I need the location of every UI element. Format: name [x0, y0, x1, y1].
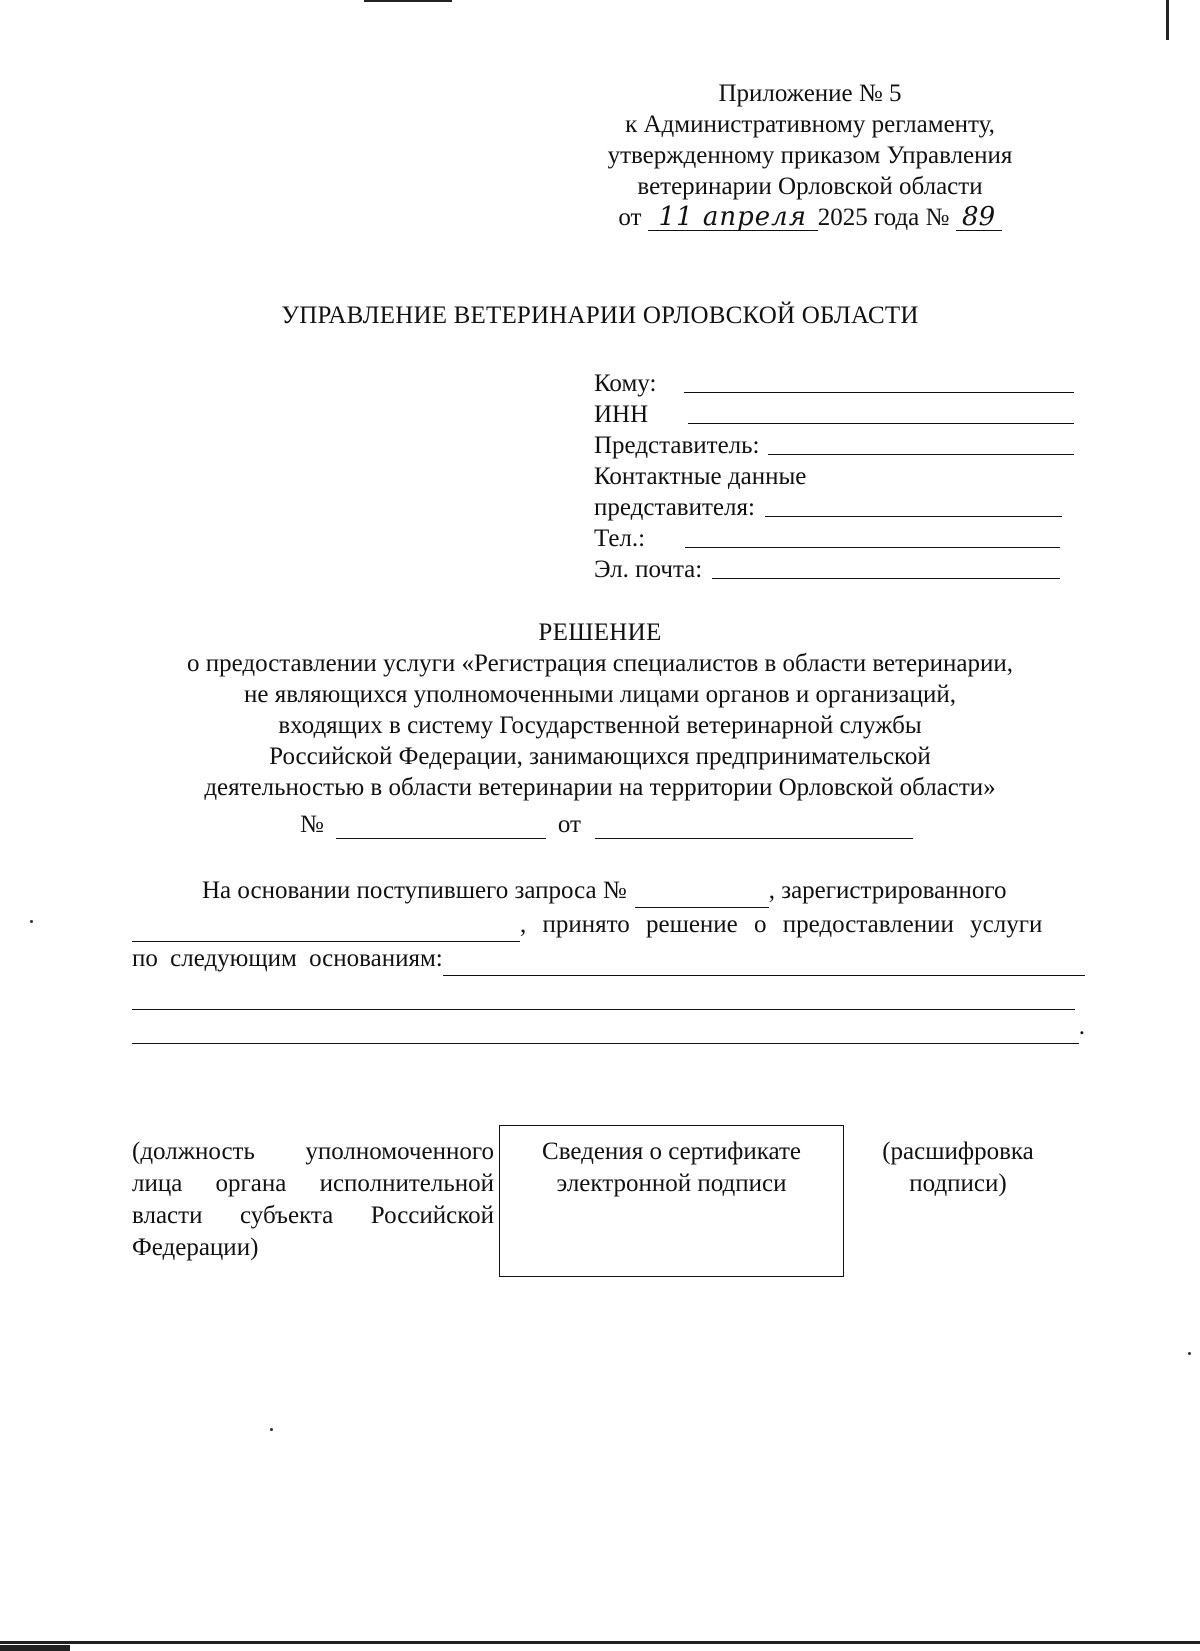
signatory-line-4: Федерации) [132, 1234, 259, 1261]
scan-artifact-corner [1166, 0, 1169, 40]
signatory-line-3: власти субъекта Российской [132, 1202, 494, 1229]
handwritten-number: 89 [956, 204, 1002, 231]
scan-artifact-bottom-left [0, 1645, 70, 1651]
appendix-line-1: Приложение № 5 [718, 80, 902, 107]
appendix-year-label: 2025 года № [817, 204, 950, 231]
decision-line-5: деятельностью в области ветеринарии на территории Орловской области» [204, 774, 996, 801]
e-signature-certificate-box [499, 1125, 844, 1277]
body-line-4 [132, 976, 1085, 1010]
scan-artifact-top [364, 0, 452, 2]
phone-field[interactable] [685, 547, 1060, 548]
email-field[interactable] [712, 578, 1060, 579]
body-end-period: . [1078, 1013, 1085, 1040]
recipient-contact-row-2 [594, 492, 1074, 523]
recipient-representative-row [594, 430, 1074, 461]
appendix-line-3: утвержденному приказом Управления [607, 142, 1013, 169]
scan-artifact-bottom [0, 1641, 1200, 1644]
appendix-date-line [560, 202, 1060, 233]
signature-transcript [858, 1136, 1058, 1200]
body-p1-start: На основании поступившего запроса № [202, 877, 627, 904]
to-field[interactable] [684, 392, 1074, 393]
signatory-line-2: лица органа исполнительной [132, 1170, 494, 1197]
inn-field[interactable] [688, 423, 1074, 424]
decision-line-3: входящих в систему Государственной ветеринарной службы [278, 712, 922, 739]
representative-label: Представитель: [594, 432, 760, 459]
appendix-ot-label: от [618, 204, 642, 231]
decision-body [132, 874, 1085, 1044]
transcript-line-1: (расшифровка [882, 1138, 1034, 1165]
body-line-3 [132, 942, 1085, 976]
contact-label-2: представителя: [594, 494, 755, 521]
scan-speck [30, 920, 33, 923]
recipient-inn-row [594, 399, 1074, 430]
body-line-5 [132, 1010, 1085, 1044]
appendix-line-2: к Административному регламенту, [625, 111, 995, 138]
inn-label: ИНН [594, 401, 649, 428]
decision-number-line [300, 811, 920, 839]
decision-line-2: не являющихся уполномоченными лицами органов и организаций, [243, 681, 957, 708]
decision-from-label: от [557, 811, 581, 838]
handwritten-date: 11 апреля [648, 204, 818, 231]
body-p1-end: , зарегистрированного [768, 877, 1007, 904]
body-p3-start: по следующим основаниям: [132, 945, 443, 972]
appendix-line-4: ветеринарии Орловской области [637, 173, 983, 200]
decision-no-label: № [300, 811, 324, 838]
phone-label: Тел.: [594, 525, 646, 552]
decision-line-1: о предоставлении услуги «Регистрация специалистов в области ветеринарии, [186, 650, 1014, 677]
decision-heading [100, 617, 1100, 803]
email-label: Эл. почта: [594, 556, 703, 583]
agency-name: УПРАВЛЕНИЕ ВЕТЕРИНАРИИ ОРЛОВСКОЙ ОБЛАСТИ [281, 302, 919, 329]
request-number-field[interactable] [635, 885, 769, 908]
scan-speck [270, 1428, 273, 1431]
to-label: Кому: [594, 370, 657, 397]
decision-line-4: Российской Федерации, занимающихся предпринимательской [269, 743, 931, 770]
body-line-1 [132, 874, 1085, 908]
contact-field[interactable] [765, 516, 1062, 517]
representative-field[interactable] [768, 454, 1075, 455]
transcript-line-2: подписи) [909, 1170, 1007, 1197]
recipient-block [594, 368, 1074, 585]
grounds-field-2[interactable] [132, 987, 1075, 1010]
signatory-line-1: (должность уполномоченного [132, 1138, 494, 1165]
grounds-field-3[interactable] [132, 1021, 1079, 1044]
body-p2-end: , принято решение о предоставлении услуги [520, 911, 1043, 938]
decision-date-field[interactable] [595, 816, 913, 839]
body-line-2 [132, 908, 1085, 942]
recipient-email-row [594, 554, 1074, 585]
certificate-line-2: электронной подписи [556, 1170, 787, 1197]
recipient-contact-row-1 [594, 461, 1074, 492]
recipient-phone-row [594, 523, 1074, 554]
certificate-line-1: Сведения о сертификате [542, 1138, 801, 1165]
grounds-field-1[interactable] [443, 953, 1085, 976]
registered-date-field[interactable] [132, 919, 520, 942]
contact-label-1: Контактные данные [594, 463, 807, 490]
recipient-to-row [594, 368, 1074, 399]
scan-speck [1188, 1352, 1191, 1355]
signatory-position [132, 1136, 494, 1264]
decision-title: РЕШЕНИЕ [538, 619, 662, 646]
decision-number-field[interactable] [336, 816, 546, 839]
appendix-header [560, 78, 1060, 233]
